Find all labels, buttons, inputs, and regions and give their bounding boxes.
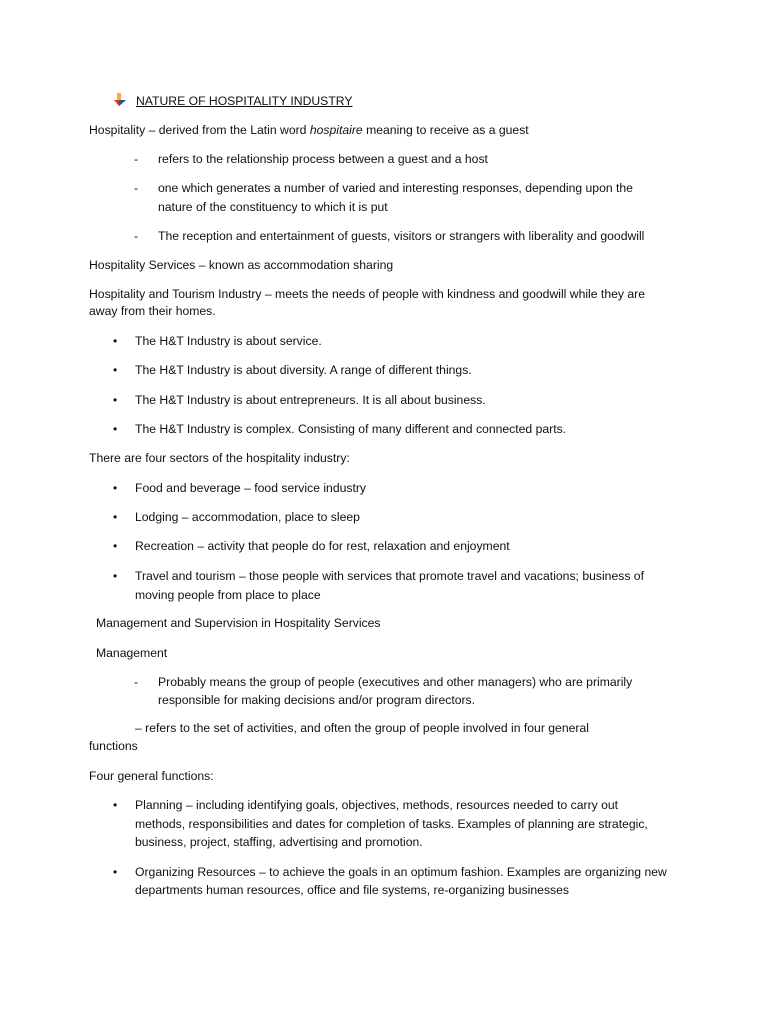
dash-marker: - — [134, 152, 139, 166]
dash-marker: - — [134, 229, 139, 243]
heading-text: NATURE OF HOSPITALITY INDUSTRY — [136, 94, 353, 108]
paragraph: Hospitality and Tourism Industry – meets the needs of people with kindness and goodwill while they are — [89, 287, 645, 301]
bullet-marker: • — [113, 334, 118, 348]
list-item: The reception and entertainment of guests, visitors or strangers with liberality and goodwill — [158, 229, 645, 243]
paragraph: Hospitality Services – known as accommodation sharing — [89, 258, 394, 272]
bullet-marker: • — [113, 422, 118, 436]
list-item-continued: business, project, staffing, advertising and promotion. — [135, 835, 423, 849]
bullet-marker: • — [113, 539, 118, 553]
list-item: Lodging – accommodation, place to sleep — [135, 510, 360, 524]
bullet-marker: • — [113, 865, 118, 879]
bullet-marker: • — [113, 510, 118, 524]
list-item: The H&T Industry is complex. Consisting of many different and connected parts. — [135, 422, 567, 436]
paragraph: Management — [96, 646, 168, 660]
bullet-marker: • — [113, 798, 118, 812]
list-item: refers to the relationship process between a guest and a host — [158, 152, 488, 166]
list-item-continued: methods, responsibilities and dates for completion of tasks. Examples of planning are strategic, — [135, 817, 648, 831]
section-heading — [114, 93, 352, 110]
list-item-continued: departments human resources, office and file systems, re-organizing businesses — [135, 883, 570, 897]
paragraph: – refers to the set of activities, and often the group of people involved in four general — [135, 721, 589, 735]
list-item: The H&T Industry is about diversity. A range of different things. — [135, 363, 472, 377]
list-item: Travel and tourism – those people with services that promote travel and vacations; business of — [135, 569, 644, 583]
bullet-marker: • — [113, 363, 118, 377]
list-item: Planning – including identifying goals, objectives, methods, resources needed to carry out — [135, 798, 619, 812]
list-item: one which generates a number of varied and interesting responses, depending upon the — [158, 181, 633, 195]
paragraph-continued: functions — [89, 739, 138, 753]
list-item-continued: moving people from place to place — [135, 588, 321, 602]
paragraph-continued: away from their homes. — [89, 304, 216, 318]
list-item: The H&T Industry is about service. — [135, 334, 322, 348]
paragraph: Four general functions: — [89, 769, 214, 783]
hospitality-definition: Hospitality – derived from the Latin word hospitaire meaning to receive as a guest — [89, 123, 529, 137]
list-item-continued: nature of the constituency to which it is put — [158, 200, 388, 214]
dash-marker: - — [134, 675, 139, 689]
down-arrow-icon — [114, 93, 128, 107]
bullet-marker: • — [113, 393, 118, 407]
list-item: Recreation – activity that people do for rest, relaxation and enjoyment — [135, 539, 510, 553]
list-item-continued: responsible for making decisions and/or program directors. — [158, 693, 476, 707]
list-item: Food and beverage – food service industry — [135, 481, 367, 495]
list-item: Organizing Resources – to achieve the goals in an optimum fashion. Examples are organizing new — [135, 865, 667, 879]
paragraph: There are four sectors of the hospitality industry: — [89, 451, 350, 465]
dash-marker: - — [134, 181, 139, 195]
paragraph: Management and Supervision in Hospitality Services — [96, 616, 381, 630]
list-item: Probably means the group of people (executives and other managers) who are primarily — [158, 675, 633, 689]
bullet-marker: • — [113, 481, 118, 495]
bullet-marker: • — [113, 569, 118, 583]
list-item: The H&T Industry is about entrepreneurs. It is all about business. — [135, 393, 486, 407]
